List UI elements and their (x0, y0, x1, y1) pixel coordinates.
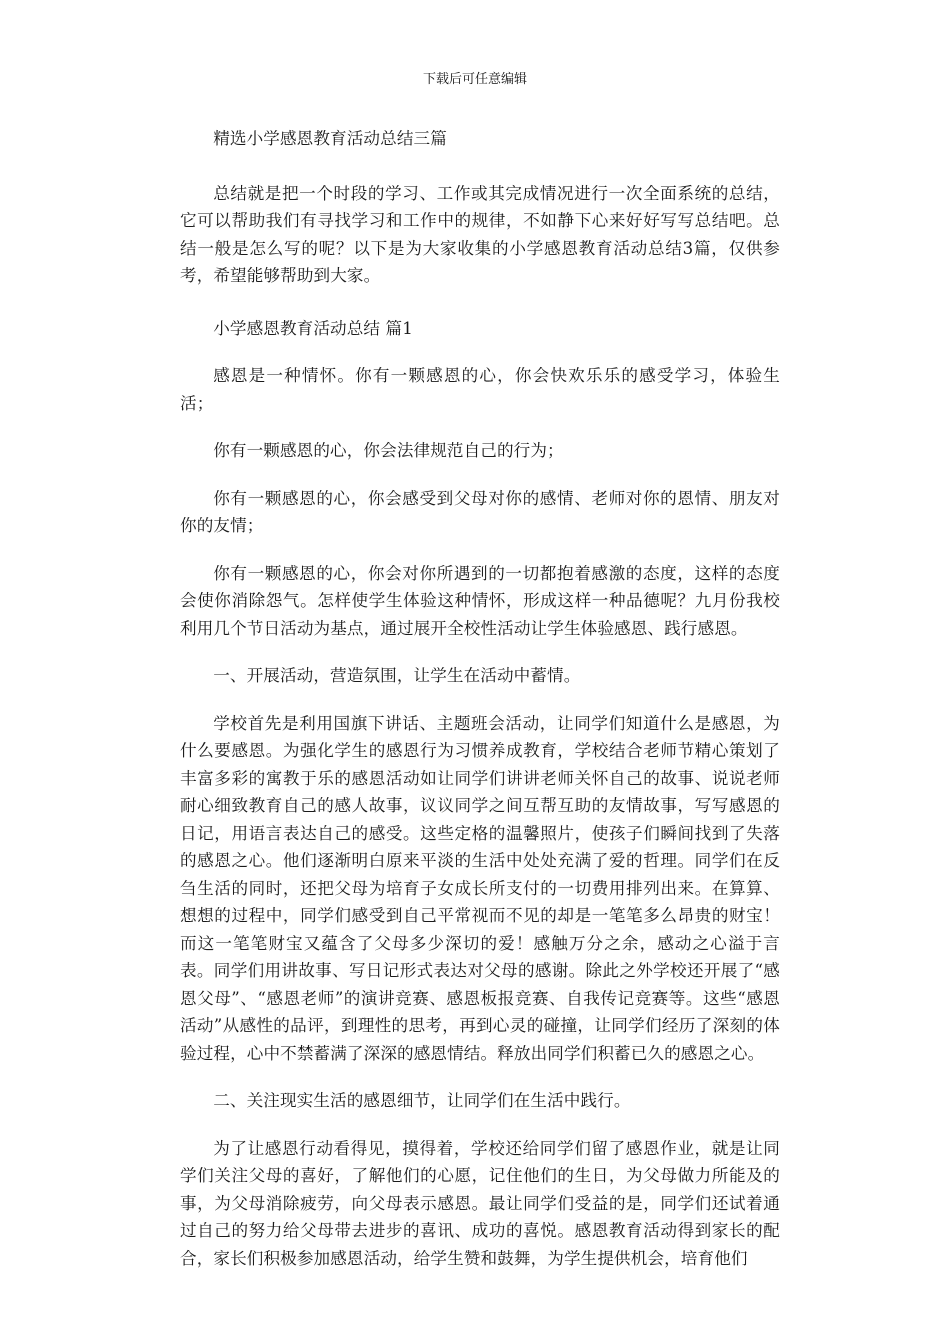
document-title: 精选小学感恩教育活动总结三篇 (213, 129, 447, 148)
document-body (180, 125, 780, 1292)
section-title: 小学感恩教育活动总结 篇1 (213, 318, 413, 338)
paragraph-1: 感恩是一种情怀。你有一颗感恩的心，你会快欢乐乐的感受学习，体验生活； (180, 366, 780, 413)
paragraph-5: 学校首先是利用国旗下讲话、主题班会活动，让同学们知道什么是感恩，为什么要感恩。为强化学生的感恩行为习惯养成教育，学校结合老师节精心策划了丰富多彩的寓教于乐的感恩活动如让同学们讲讲老师关怀自己的故事、说说老师耐心细致教育自己的感人故事，议议同学之间互帮互助的友情故事，写写感恩的日记，用语言表达自己的感受。这些定格的温馨照片，使孩子们瞬间找到了失落的感恩之心。他们逐渐明白原来平淡的生活中处处充满了爱的哲理。同学们在反刍生活的同时，还把父母为培育子女成长所支付的一切费用排列出来。在算算、想想的过程中，同学们感受到自己平常视而不见的却是一笔笔多么昂贵的财宝！而这一笔笔财宝又蕴含了父母多少深切的爱！感触万分之余，感动之心溢于言表。同学们用讲故事、写日记形式表达对父母的感谢。除此之外学校还开展了“感恩父母”、“感恩老师”的演讲竞赛、感恩板报竞赛、自我传记竞赛等。这些“感恩活动”从感性的品评，到理性的思考，再到心灵的碰撞，让同学们经历了深刻的体验过程，心中不禁蓄满了深深的感恩情结。释放出同学们积蓄已久的感恩之心。 (180, 713, 780, 1063)
paragraph-2: 你有一颗感恩的心，你会法律规范自己的行为； (213, 441, 564, 460)
paragraph-4: 你有一颗感恩的心，你会对你所遇到的一切都抱着感激的态度，这样的态度会使你消除怨气。怎样使学生体验这种情怀，形成这样一种品德呢？九月份我校利用几个节日活动为基点，通过展开全校性活动让学生体验感恩、践行感恩。 (180, 563, 780, 638)
paragraph-3: 你有一颗感恩的心，你会感受到父母对你的感情、老师对你的恩情、朋友对你的友情； (180, 488, 780, 535)
intro-paragraph: 总结就是把一个时段的学习、工作或其完成情况进行一次全面系统的总结，它可以帮助我们有寻找学习和工作中的规律，不如静下心来好好写写总结吧。总结一般是怎么写的呢？以下是为大家收集的小学感恩教育活动总结3篇，仅供参考，希望能够帮助到大家。 (180, 183, 780, 285)
header-note: 下载后可任意编辑 (422, 72, 527, 87)
heading-1: 一、开展活动，营造氛围，让学生在活动中蓄情。 (213, 666, 581, 685)
heading-2: 二、关注现实生活的感恩细节，让同学们在生活中践行。 (213, 1091, 631, 1110)
paragraph-6: 为了让感恩行动看得见，摸得着，学校还给同学们留了感恩作业，就是让同学们关注父母的喜好，了解他们的心愿，记住他们的生日，为父母做力所能及的事，为父母消除疲劳，向父母表示感恩。最让同学们受益的是，同学们还试着通过自己的努力给父母带去进步的喜讯、成功的喜悦。感恩教育活动得到家长的配合，家长们积极参加感恩活动，给学生赞和鼓舞，为学生提供机会，培育他们 (180, 1138, 780, 1268)
